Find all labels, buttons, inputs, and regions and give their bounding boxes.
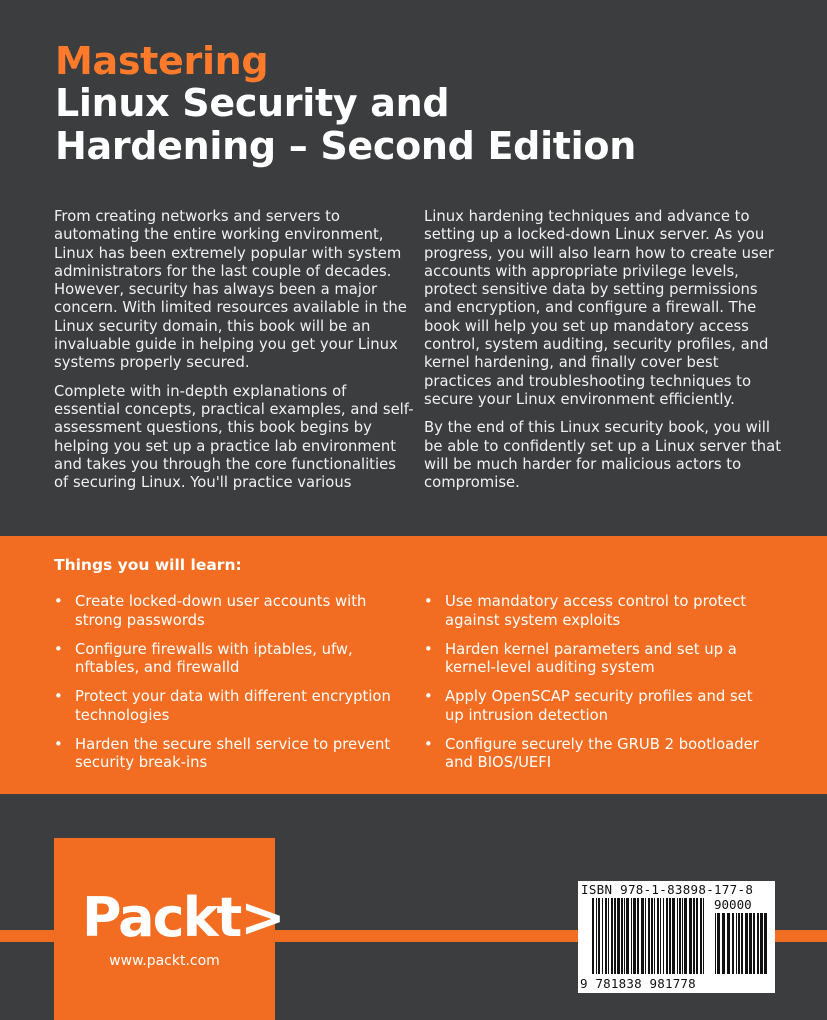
barcode-bar — [753, 913, 755, 974]
description-paragraph: From creating networks and servers to automating the entire working environment, Linux has been extremely popular with system administrators for the last couple of decades. However, security has always been a major concern. With limited resources available in the Linux security domain, this book will be an invaluable guide in helping you get your Linux systems properly secured. — [54, 208, 407, 372]
barcode-bar — [624, 898, 625, 974]
description-right-column — [424, 208, 784, 502]
barcode-bar — [700, 898, 702, 974]
list-item — [54, 641, 404, 689]
bullet-icon: • — [54, 640, 63, 658]
barcode-bar — [666, 898, 668, 974]
barcode-bar — [745, 913, 748, 974]
barcode-bar — [764, 913, 767, 974]
barcode-bar — [689, 898, 692, 974]
description-paragraph: Linux hardening techniques and advance to setting up a locked-down Linux server. As you progress, you will also learn how to create user accounts with appropriate privilege levels, protect sensitive data by setting permissions and encryption, and configure a firewall. The book will help you set up mandatory access control, system auditing, security profiles, and kernel hardening, and finally cover best practices and troubleshooting techniques to secure your Linux environment efficiently. — [424, 208, 774, 408]
title-line-1: Linux Security and — [55, 81, 450, 125]
barcode-bar — [617, 898, 620, 974]
barcode-bar — [626, 898, 629, 974]
list-item — [54, 736, 404, 784]
bullet-icon: • — [54, 593, 63, 610]
list-item-text: Protect your data with different encryption technologies — [75, 688, 391, 724]
barcode-bar — [651, 898, 653, 974]
barcode-bar — [677, 898, 678, 974]
barcode-bar — [611, 898, 613, 974]
list-item — [424, 641, 774, 689]
isbn-barcode — [578, 881, 775, 993]
barcode-bar — [669, 898, 671, 974]
barcode-bar — [696, 898, 698, 974]
title-line-2: Hardening – Second Edition — [55, 124, 636, 168]
barcode-bar — [682, 898, 683, 974]
bullet-icon: • — [54, 735, 63, 753]
things-you-will-learn-section — [0, 536, 827, 794]
bullet-icon: • — [424, 735, 433, 753]
barcode-bar — [657, 898, 659, 974]
learn-list-left — [54, 593, 404, 783]
bullet-icon: • — [54, 688, 63, 705]
list-item-text: Use mandatory access control to protect against system exploits — [445, 593, 747, 629]
list-item-text: Harden the secure shell service to prevent security break-ins — [75, 735, 391, 771]
title-series: Mastering — [55, 39, 269, 83]
list-item-text: Configure firewalls with iptables, ufw, nftables, and firewalld — [75, 640, 353, 676]
barcode-bar — [760, 913, 763, 974]
publisher-url: www.packt.com — [109, 953, 220, 969]
barcode-bar — [736, 913, 737, 974]
learn-heading: Things you will learn: — [54, 556, 242, 574]
list-item-text: Create locked-down user accounts with strong passwords — [75, 593, 367, 629]
learn-list-right — [424, 593, 774, 783]
list-item — [424, 736, 774, 784]
barcode-bar — [749, 913, 752, 974]
list-item-text: Harden kernel parameters and set up a kernel-level auditing system — [445, 640, 737, 676]
list-item — [424, 593, 774, 641]
barcode-bar — [672, 898, 675, 974]
packt-logo: Packt> — [82, 886, 284, 949]
barcode-bar — [684, 898, 687, 974]
list-item-text: Apply OpenSCAP security profiles and set up intrusion detection — [445, 688, 753, 724]
barcode-bar — [645, 898, 646, 974]
barcode-bar — [703, 898, 704, 974]
list-item — [54, 593, 404, 641]
price-addon: 90000 — [714, 897, 752, 912]
barcode-bar — [641, 898, 644, 974]
description-paragraph: Complete with in-depth explanations of essential concepts, practical examples, and self-assessment questions, this book begins by helping you set up a practice lab environment and takes you through the core functionalities of securing Linux. You'll practice various — [54, 382, 414, 492]
barcode-bar — [605, 898, 607, 974]
bullet-icon: • — [424, 640, 433, 658]
barcode-bar — [727, 913, 730, 974]
barcode-bar — [660, 898, 661, 974]
book-title — [55, 40, 795, 168]
description-paragraph: By the end of this Linux security book, you will be able to confidently set up a Linux server that will be much harder for malicious actors to compromise. — [424, 419, 781, 492]
barcode-bar — [608, 898, 609, 974]
publisher-logo-box — [54, 838, 284, 1020]
barcode-bar — [592, 898, 594, 974]
bullet-icon: • — [424, 688, 433, 705]
barcode-bar — [722, 913, 725, 974]
barcode-bar — [741, 913, 743, 974]
list-item — [424, 688, 774, 736]
barcode-bar — [598, 898, 600, 974]
barcode-bar — [717, 913, 720, 974]
list-item — [54, 688, 404, 736]
barcode-bar — [596, 898, 597, 974]
barcode-bar — [631, 898, 632, 974]
barcode-bar — [637, 898, 639, 974]
barcode-bar — [654, 898, 655, 974]
barcode-bar — [693, 898, 695, 974]
barcode-bar — [663, 898, 664, 974]
barcode-bar — [648, 898, 650, 974]
barcode-bar — [715, 913, 716, 974]
barcode-bar — [679, 898, 681, 974]
barcode-bar — [614, 898, 616, 974]
barcode-bar — [757, 913, 759, 974]
barcode-bar — [738, 913, 740, 974]
barcode-bar — [633, 898, 636, 974]
barcode-bar — [732, 913, 734, 974]
barcode-bar — [621, 898, 623, 974]
ean-number: 9 781838 981778 — [580, 976, 696, 991]
barcode-bar — [602, 898, 603, 974]
list-item-text: Configure securely the GRUB 2 bootloader and BIOS/UEFI — [445, 735, 759, 771]
isbn-number: ISBN 978-1-83898-177-8 — [581, 882, 754, 897]
bullet-icon: • — [424, 593, 433, 610]
description-left-column — [54, 208, 414, 502]
